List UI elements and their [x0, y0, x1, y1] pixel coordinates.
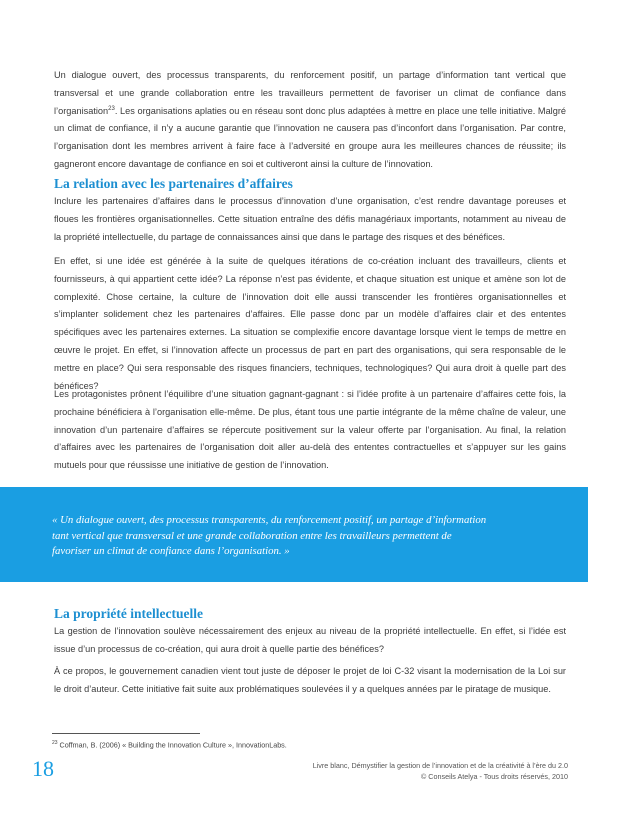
intro-text-continued: . Les organisations aplaties ou en réseau sont donc plus adaptées à mettre en place une telle initiative. Malgré un climat de confiance, il n’y a aucune garantie que l’innovation ne causera pas d’inconfort dans l’organisation. Par contre, l’organisation dont les membres arrivent à faire face à l’adversité en groupe aura les meilleures chances de réussite; ils gagneront encore davantage de confiance en soi et cultiveront ainsi la culture de l’innovation. — [54, 105, 566, 169]
propriete-paragraph-2: À ce propos, le gouvernement canadien vient tout juste de déposer le projet de loi C-32 visant la modernisation de la Loi sur le droit d’auteur. Cette initiative fait suite aux problématiques soulevées il y a quelques années par le piratage de musique. — [54, 666, 566, 694]
pull-quote-text: « Un dialogue ouvert, des processus transparents, du renforcement positif, un partage d’information tant vertical que transversal et une grande collaboration entre les travailleurs permettent de favoriser un climat de confiance dans l’organisation. » — [52, 514, 487, 557]
partenaires-paragraph-3: Les protagonistes prônent l’équilibre d’une situation gagnant-gagnant : si l’idée profite à un partenaire d’affaires cette fois, la prochaine bénéficiera à l’organisation elle-même. De plus, étant tous une partie intégrante de la même chaîne de valeur, une innovation d’un partenaire d’affaires se répercute positivement sur la valeur offerte par l’organisation. Au final, la relation d’affaires avec les partenaires de l’organisation doit aller au-delà des ententes contractuelles et s’appuyer sur les gains mutuels pour que réussisse une initiative de gestion de l’innovation. — [54, 389, 566, 471]
intro-paragraph — [54, 67, 566, 174]
propriete-paragraph-1: La gestion de l’innovation soulève nécessairement des enjeux au niveau de la propriété intellectuelle. En effet, si l’idée est issue d’un processus de co-création, qui aura droit à quelle partie des bénéfices? — [54, 626, 566, 654]
pull-quote-box — [0, 487, 588, 582]
footnote-text: Coffman, B. (2006) « Building the Innovation Culture », InnovationLabs. — [57, 740, 287, 750]
footnote — [52, 740, 287, 749]
page-number: 18 — [32, 756, 54, 781]
footnote-reference[interactable]: 23 — [108, 105, 115, 112]
footer-copyright: © Conseils Atelya - Tous droits réservés, 2010 — [421, 772, 568, 781]
section-heading-partenaires: La relation avec les partenaires d’affaires — [54, 176, 293, 191]
intro-text: Un dialogue ouvert, des processus transparents, du renforcement positif, un partage d’information tant vertical que transversal et une grande collaboration entre les travailleurs permettent de favoriser un climat de confiance dans l’organisation — [54, 70, 566, 116]
footnote-number: 23 — [52, 740, 58, 746]
section-heading-propriete: La propriété intellectuelle — [54, 606, 203, 621]
partenaires-paragraph-2: En effet, si une idée est générée à la suite de quelques itérations de co-création incluant des travailleurs, clients et fournisseurs, à qui appartient cette idée? La réponse n’est pas évidente, et chaque situation est unique et amène son lot de complexité. Chose certaine, la culture de l’innovation doit elle aussi transcender les frontières organisationnelles et s’implanter solidement chez les partenaires d’affaires. Elle passe donc par un modèle d’affaires clair et des ententes spécifiques avec les partenaires externes. La situation se complexifie encore davantage lorsque vient le temps de mettre en œuvre le projet. En effet, si l’innovation affecte un processus de part en part des organisations, qui sera responsable de le mettre en place? Qui sera responsable des risques financiers, techniques, technologiques? Qui aura droit à quelle part des bénéfices? — [54, 256, 566, 391]
partenaires-paragraph-1: Inclure les partenaires d’affaires dans le processus d’innovation d’une organisation, c’est rendre davantage poreuses et floues les frontières organisationnelles. Cette situation entraîne des défis managériaux importants, notamment au niveau de la propriété intellectuelle, du partage de connaissances ainsi que dans le partage des risques et des bénéfices. — [54, 196, 566, 242]
footer-title: Livre blanc, Démystifier la gestion de l’innovation et de la créativité à l’ère du 2.0 — [312, 761, 568, 770]
page-footer — [313, 760, 568, 782]
footnote-divider — [52, 733, 200, 734]
